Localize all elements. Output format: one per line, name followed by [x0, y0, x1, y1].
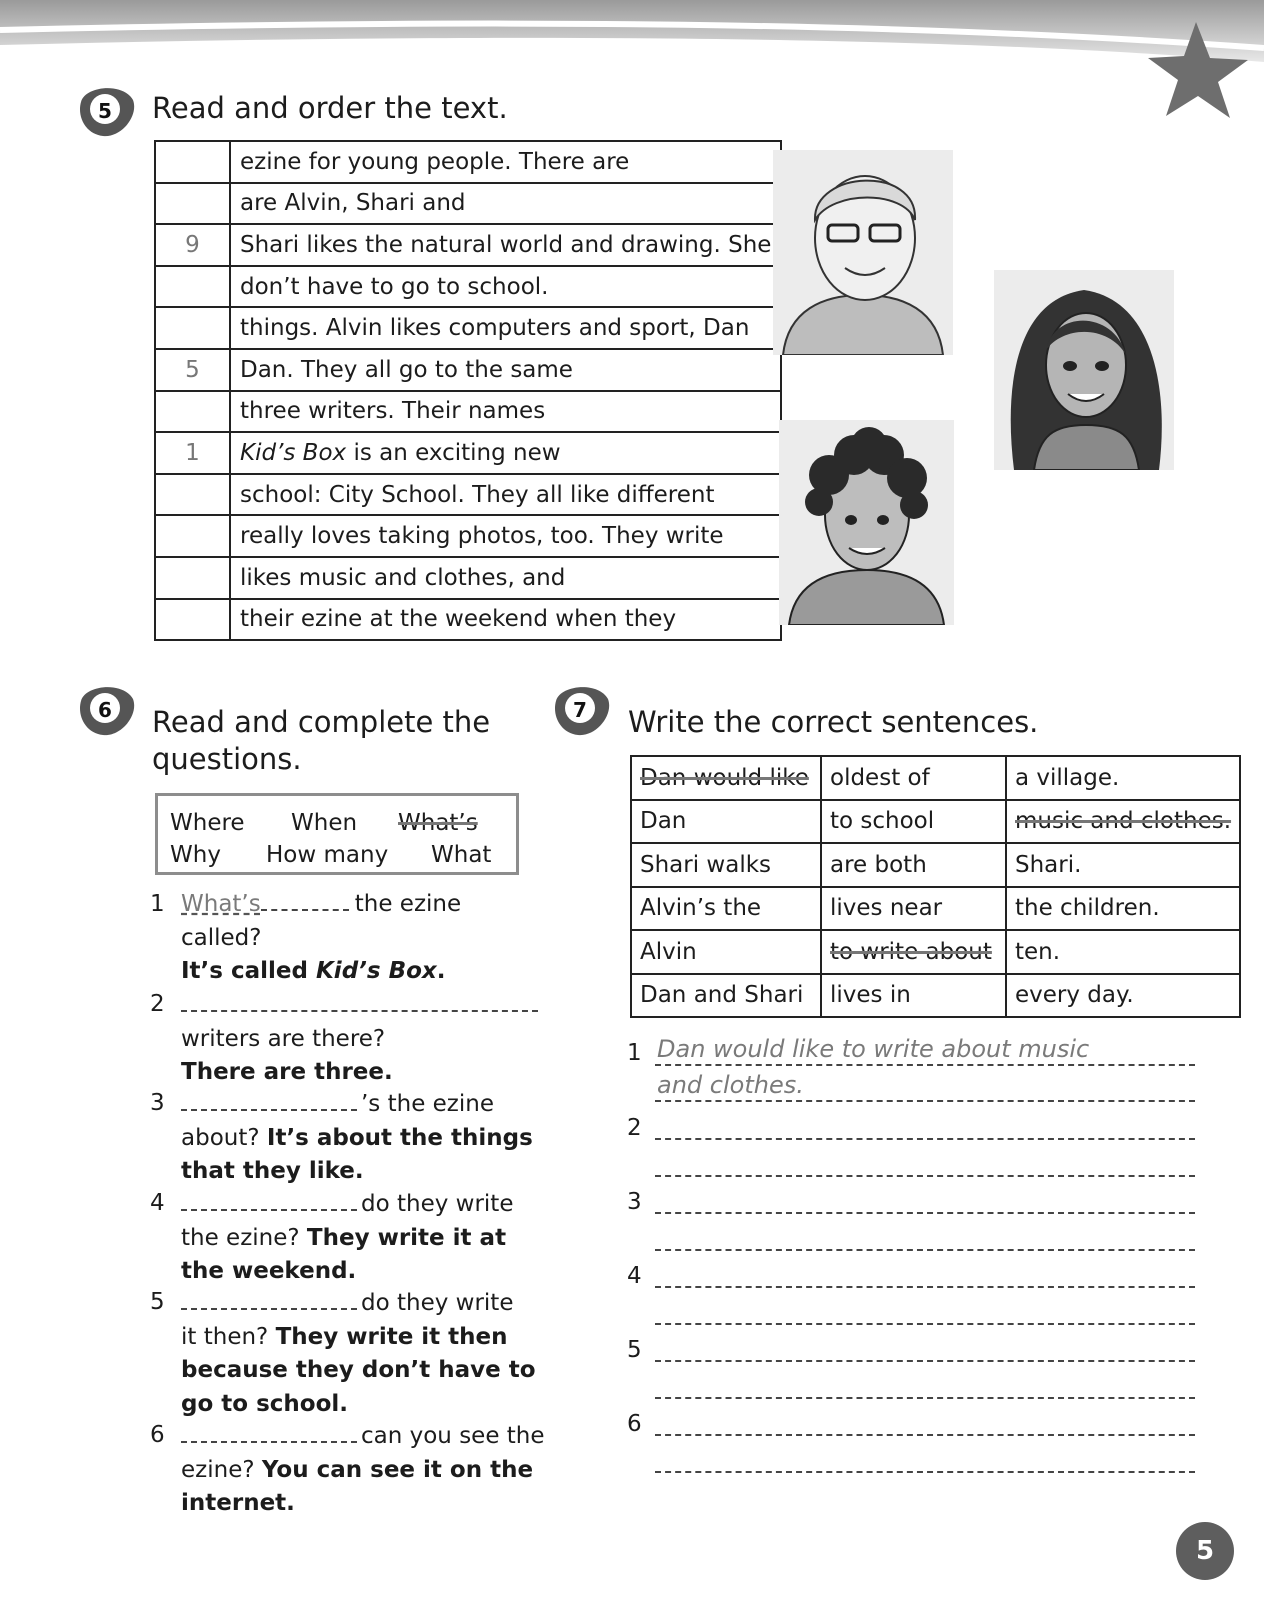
answer-line[interactable]	[655, 1100, 1195, 1102]
answer-field-4[interactable]	[181, 1187, 357, 1211]
word-what: What	[431, 842, 492, 868]
page-number: 5	[1176, 1522, 1234, 1580]
order-table	[154, 140, 782, 641]
order-text	[230, 557, 781, 599]
sentence-row	[631, 930, 1240, 974]
exercise-5-title: Read and order the text.	[152, 91, 508, 125]
order-text-content: their ezine at the weekend when they	[240, 606, 677, 633]
sentence-part-text: the children.	[1015, 895, 1160, 922]
answer-line[interactable]	[655, 1323, 1195, 1325]
order-number-box[interactable]	[155, 266, 230, 308]
order-text-content: ezine for young people. There are	[240, 148, 630, 175]
sentence-part-text: oldest of	[830, 764, 930, 791]
boy-glasses-picture	[773, 150, 953, 355]
sentence-number: 4	[627, 1263, 642, 1289]
answer-line[interactable]	[655, 1138, 1195, 1140]
sentence-part	[821, 930, 1006, 974]
order-number-box[interactable]	[155, 391, 230, 433]
order-text-content: don’t have to go to school.	[240, 273, 549, 300]
answer-line[interactable]	[655, 1212, 1195, 1214]
order-number-box[interactable]	[155, 599, 230, 641]
word-when: When	[291, 810, 358, 836]
order-text	[230, 349, 781, 391]
order-text-content: likes music and clothes, and	[240, 564, 566, 591]
answer-field-6[interactable]	[181, 1419, 357, 1443]
sentence-part	[1006, 974, 1240, 1018]
word-whats-crossed: What’s	[398, 810, 478, 836]
order-text-content: things. Alvin likes computers and sport, Dan	[240, 315, 750, 342]
sentence-part	[631, 756, 821, 800]
order-text	[230, 266, 781, 308]
order-number-box[interactable]	[155, 141, 230, 183]
sentence-part-text: every day.	[1015, 982, 1134, 1009]
question-5: 5 do they write it then? They write it then because they don’t have to go to school.	[150, 1286, 545, 1422]
exercise-number: 7	[573, 698, 587, 722]
order-text	[230, 141, 781, 183]
question-2: 2 writers are there? There are three.	[150, 988, 545, 1090]
question-4: 4 do they write the ezine? They write it at the weekend.	[150, 1187, 545, 1289]
order-number-box[interactable]: 1	[155, 432, 230, 474]
crossed-out-part: to write about	[830, 938, 992, 965]
exercise-5-badge	[77, 84, 137, 138]
sentence-row	[631, 800, 1240, 844]
sentence-part-text: Dan	[640, 808, 687, 835]
sentence-number: 6	[627, 1411, 642, 1437]
sentence-number: 1	[627, 1040, 642, 1066]
order-row	[155, 599, 781, 641]
order-number-box[interactable]	[155, 474, 230, 516]
order-text	[230, 224, 781, 266]
answer-line[interactable]	[655, 1360, 1195, 1362]
sentence-row	[631, 974, 1240, 1018]
word-where: Where	[170, 810, 245, 836]
sentence-part-text: ten.	[1015, 938, 1061, 965]
sentence-number: 3	[627, 1189, 642, 1215]
question-1: 1 What’s the ezine called? It’s called Kid’s Box.	[150, 891, 462, 985]
order-number-box[interactable]: 5	[155, 349, 230, 391]
order-row	[155, 391, 781, 433]
order-number-box[interactable]	[155, 515, 230, 557]
order-text	[230, 474, 781, 516]
sentence-part-text: Shari walks	[640, 851, 772, 878]
order-row	[155, 307, 781, 349]
exercise-number: 5	[98, 99, 112, 123]
exercise-6-title-line1: Read and complete the	[152, 705, 491, 739]
order-row	[155, 141, 781, 183]
title-italic: Kid’s Box	[240, 439, 347, 466]
crossed-out-part: Dan would like	[640, 764, 809, 791]
order-row	[155, 224, 781, 266]
word-why: Why	[170, 842, 221, 868]
boy-curly-hair-picture	[779, 420, 954, 625]
sentence-part-text: to school	[830, 808, 935, 835]
sentence-row	[631, 843, 1240, 887]
sentence-row	[631, 887, 1240, 931]
girl-long-hair-picture	[994, 270, 1174, 470]
sentence-part	[821, 974, 1006, 1018]
sentence-part-text: Shari.	[1015, 851, 1082, 878]
order-number-box[interactable]: 9	[155, 224, 230, 266]
answer-line[interactable]	[655, 1175, 1195, 1177]
sentence-part-text: are both	[830, 851, 927, 878]
exercise-6-badge	[77, 683, 137, 737]
answer-line[interactable]	[655, 1249, 1195, 1251]
order-text	[230, 515, 781, 557]
order-row	[155, 266, 781, 308]
order-number-box[interactable]	[155, 557, 230, 599]
answer-line[interactable]	[655, 1286, 1195, 1288]
sentence-part	[1006, 887, 1240, 931]
order-text-content: Shari likes the natural world and drawing. She	[240, 231, 772, 258]
answer-line[interactable]	[655, 1064, 1195, 1066]
answer-field-5[interactable]	[181, 1286, 357, 1310]
order-number-box[interactable]	[155, 183, 230, 225]
exercise-6-title-line2: questions.	[152, 742, 302, 776]
order-row	[155, 474, 781, 516]
crossed-out-part: music and clothes.	[1015, 808, 1232, 835]
order-text-content: is an exciting new	[346, 439, 561, 466]
sentence-part	[631, 930, 821, 974]
sentence-parts-table	[630, 755, 1241, 1018]
sentence-part	[631, 887, 821, 931]
sentence-row	[631, 756, 1240, 800]
sentence-part	[821, 800, 1006, 844]
order-text	[230, 307, 781, 349]
example-answer-line1: Dan would like to write about music	[657, 1035, 1090, 1063]
order-text-content: really loves taking photos, too. They write	[240, 523, 724, 550]
answer-field-1[interactable]: What’s	[181, 891, 261, 917]
order-text-content: school: City School. They all like different	[240, 481, 715, 508]
sentence-part	[631, 974, 821, 1018]
sentence-part-text: Alvin	[640, 938, 697, 965]
sentence-part	[631, 843, 821, 887]
exercise-number: 6	[98, 698, 112, 722]
answer-field-2[interactable]	[181, 988, 538, 1012]
order-text	[230, 391, 781, 433]
order-row	[155, 183, 781, 225]
order-row	[155, 515, 781, 557]
sentence-part	[821, 887, 1006, 931]
question-3: 3 ’s the ezine about? It’s about the things that they like.	[150, 1087, 545, 1189]
exercise-7-title: Write the correct sentences.	[628, 705, 1039, 739]
order-row	[155, 349, 781, 391]
sentence-part-text: Dan and Shari	[640, 982, 804, 1009]
exercise-7-badge	[552, 683, 612, 737]
sentence-part	[1006, 756, 1240, 800]
sentence-number: 2	[627, 1115, 642, 1141]
question-6: 6 can you see the ezine? You can see it on the internet.	[150, 1419, 545, 1521]
sentence-part-text: lives near	[830, 895, 943, 922]
order-number-box[interactable]	[155, 307, 230, 349]
sentence-part-text: a village.	[1015, 764, 1120, 791]
example-answer-line2: and clothes.	[657, 1071, 804, 1099]
sentence-part-text: lives in	[830, 982, 911, 1009]
sentence-part-text: Alvin’s the	[640, 895, 762, 922]
order-text	[230, 432, 781, 474]
order-row	[155, 557, 781, 599]
order-text-content: three writers. Their names	[240, 398, 546, 425]
order-text-content: are Alvin, Shari and	[240, 190, 466, 217]
answer-line[interactable]	[655, 1397, 1195, 1399]
order-text-content: Dan. They all go to the same	[240, 356, 573, 383]
order-row	[155, 432, 781, 474]
answer-line[interactable]	[655, 1434, 1195, 1436]
sentence-number: 5	[627, 1337, 642, 1363]
word-how-many: How many	[266, 842, 389, 868]
word-box	[155, 793, 519, 875]
sentence-part	[821, 756, 1006, 800]
answer-line[interactable]	[655, 1471, 1195, 1473]
sentence-part	[1006, 800, 1240, 844]
order-text	[230, 183, 781, 225]
sentence-part	[1006, 843, 1240, 887]
sentence-part	[1006, 930, 1240, 974]
order-text	[230, 599, 781, 641]
answer-field-3[interactable]	[181, 1087, 357, 1111]
sentence-part	[631, 800, 821, 844]
sentence-part	[821, 843, 1006, 887]
